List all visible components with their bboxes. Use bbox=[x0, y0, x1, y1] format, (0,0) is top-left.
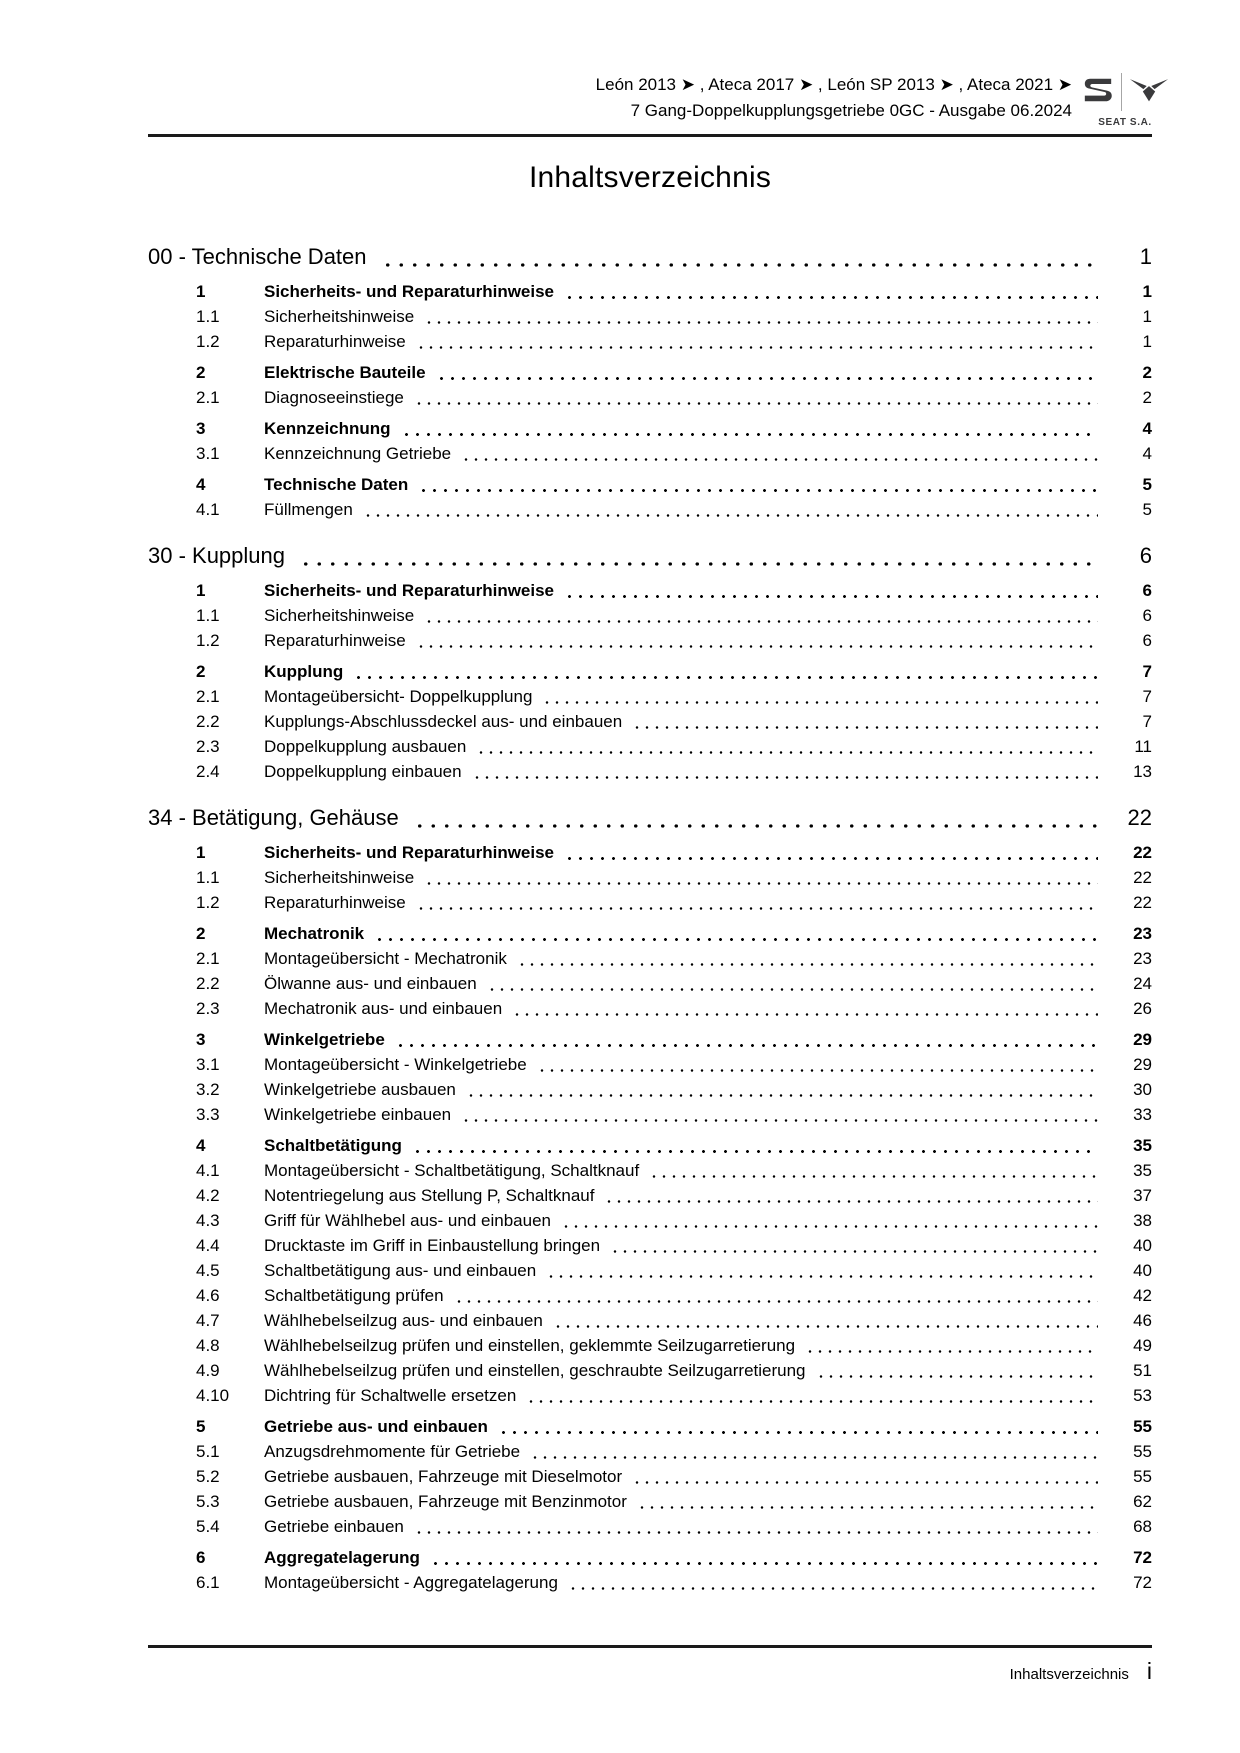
entry-title: Doppelkupplung einbauen bbox=[264, 762, 462, 781]
entry-title: Kennzeichnung bbox=[264, 419, 391, 438]
entry-number: 2.4 bbox=[196, 762, 220, 781]
entry-number: 3 bbox=[196, 419, 206, 438]
entry-number: 5.4 bbox=[196, 1517, 220, 1536]
entry-title: Sicherheitshinweise bbox=[264, 868, 415, 887]
entry-page-number: 40 bbox=[1133, 1261, 1152, 1280]
toc-entry bbox=[148, 1414, 1152, 1439]
dot-leader bbox=[454, 1300, 1098, 1303]
entry-page-number: 55 bbox=[1133, 1442, 1152, 1461]
entry-page-number: 5 bbox=[1142, 475, 1152, 494]
toc-entry bbox=[148, 1570, 1152, 1595]
dot-leader bbox=[418, 489, 1098, 492]
dot-leader bbox=[416, 907, 1098, 910]
dot-leader bbox=[637, 1506, 1098, 1509]
entry-page-number: 55 bbox=[1133, 1417, 1152, 1436]
toc-entry bbox=[148, 1464, 1152, 1489]
entry-page-number: 49 bbox=[1133, 1336, 1152, 1355]
section-page-number: 1 bbox=[1139, 244, 1152, 269]
entry-page-number: 72 bbox=[1133, 1573, 1152, 1592]
entry-title: Schaltbetätigung bbox=[264, 1136, 402, 1155]
entry-number: 2.1 bbox=[196, 949, 220, 968]
entry-title: Getriebe einbauen bbox=[264, 1517, 404, 1536]
entry-page-number: 38 bbox=[1133, 1211, 1152, 1230]
entry-title: Dichtring für Schaltwelle ersetzen bbox=[264, 1386, 517, 1405]
entry-number: 2.1 bbox=[196, 687, 220, 706]
entry-title: Reparaturhinweise bbox=[264, 631, 406, 650]
entry-title: Sicherheits- und Reparaturhinweise bbox=[264, 843, 555, 862]
dot-leader bbox=[564, 857, 1098, 860]
toc-section-header-34 bbox=[148, 802, 1152, 834]
entry-page-number: 23 bbox=[1133, 924, 1152, 943]
entry-title: Montageübersicht - Mechatronik bbox=[264, 949, 507, 968]
entry-page-number: 5 bbox=[1142, 500, 1152, 519]
dot-leader bbox=[381, 263, 1098, 267]
entry-number: 1.1 bbox=[196, 606, 220, 625]
entry-number: 3.3 bbox=[196, 1105, 220, 1124]
entry-page-number: 6 bbox=[1142, 581, 1152, 600]
entry-page-number: 13 bbox=[1133, 762, 1152, 781]
entry-number: 3.1 bbox=[196, 444, 220, 463]
entry-title: Reparaturhinweise bbox=[264, 332, 406, 351]
entry-title: Ölwanne aus- und einbauen bbox=[264, 974, 477, 993]
dot-leader bbox=[537, 1069, 1098, 1072]
dot-leader bbox=[414, 1531, 1098, 1534]
entry-title: Drucktaste im Griff in Einbaustellung bringen bbox=[264, 1236, 601, 1255]
entry-page-number: 35 bbox=[1133, 1136, 1152, 1155]
entry-number: 4.8 bbox=[196, 1336, 220, 1355]
entry-title: Wählhebelseilzug aus- und einbauen bbox=[264, 1311, 543, 1330]
entry-title: Notentriegelung aus Stellung P, Schaltknauf bbox=[264, 1186, 595, 1205]
entry-title: Schaltbetätigung aus- und einbauen bbox=[264, 1261, 537, 1280]
toc-entry bbox=[148, 1439, 1152, 1464]
entry-number: 4.5 bbox=[196, 1261, 220, 1280]
dot-leader bbox=[363, 514, 1098, 517]
entry-title: Füllmengen bbox=[264, 500, 353, 519]
dot-leader bbox=[416, 346, 1098, 349]
entry-page-number: 68 bbox=[1133, 1517, 1152, 1536]
header-text-block bbox=[596, 70, 1072, 124]
entry-title: Kupplung bbox=[264, 662, 344, 681]
dot-leader bbox=[424, 882, 1098, 885]
footer-page-number: i bbox=[1146, 1658, 1152, 1684]
entry-title: Winkelgetriebe bbox=[264, 1030, 385, 1049]
entry-page-number: 6 bbox=[1142, 606, 1152, 625]
table-of-contents bbox=[148, 241, 1152, 1595]
toc-entry bbox=[148, 304, 1152, 329]
dot-leader bbox=[412, 1150, 1098, 1153]
toc-entry bbox=[148, 734, 1152, 759]
logo-divider bbox=[1121, 73, 1122, 111]
entry-title: Mechatronik bbox=[264, 924, 365, 943]
entry-number: 1.2 bbox=[196, 631, 220, 650]
entry-page-number: 11 bbox=[1134, 737, 1152, 756]
cupra-logo-icon bbox=[1129, 77, 1169, 108]
entry-number: 4.1 bbox=[196, 1161, 220, 1180]
toc-entry bbox=[148, 1489, 1152, 1514]
entry-number: 2 bbox=[196, 363, 206, 382]
dot-leader bbox=[546, 1275, 1098, 1278]
dot-leader bbox=[632, 1481, 1098, 1484]
entry-number: 2 bbox=[196, 924, 206, 943]
toc-entry bbox=[148, 578, 1152, 603]
entry-title: Getriebe ausbauen, Fahrzeuge mit Benzinmotor bbox=[264, 1492, 627, 1511]
dot-leader bbox=[517, 963, 1098, 966]
entry-title: Wählhebelseilzug prüfen und einstellen, geschraubte Seilzugarretierung bbox=[264, 1361, 806, 1380]
toc-entry bbox=[148, 360, 1152, 385]
brand-logos-row bbox=[1082, 70, 1169, 114]
entry-page-number: 1 bbox=[1142, 332, 1152, 351]
dot-leader bbox=[564, 296, 1098, 299]
dot-leader bbox=[564, 595, 1098, 598]
toc-section-header-30 bbox=[148, 540, 1152, 572]
section-page-number: 22 bbox=[1127, 805, 1152, 830]
entry-title: Technische Daten bbox=[264, 475, 409, 494]
entry-number: 3.2 bbox=[196, 1080, 220, 1099]
entry-page-number: 22 bbox=[1133, 893, 1152, 912]
dot-leader bbox=[604, 1200, 1098, 1203]
toc-entry bbox=[148, 996, 1152, 1021]
entry-title: Sicherheits- und Reparaturhinweise bbox=[264, 282, 555, 301]
section-title: 34 - Betätigung, Gehäuse bbox=[148, 805, 399, 830]
header-rule bbox=[148, 134, 1152, 137]
entry-page-number: 6 bbox=[1142, 631, 1152, 650]
toc-entry bbox=[148, 1052, 1152, 1077]
dot-leader bbox=[610, 1250, 1098, 1253]
entry-number: 2.3 bbox=[196, 999, 220, 1018]
entry-number: 1.2 bbox=[196, 332, 220, 351]
entry-number: 4.2 bbox=[196, 1186, 220, 1205]
entry-page-number: 4 bbox=[1142, 444, 1152, 463]
entry-title: Getriebe ausbauen, Fahrzeuge mit Dieselmotor bbox=[264, 1467, 623, 1486]
toc-entry bbox=[148, 1333, 1152, 1358]
entry-page-number: 22 bbox=[1133, 843, 1152, 862]
footer-rule bbox=[148, 1645, 1152, 1648]
entry-number: 1 bbox=[196, 581, 206, 600]
toc-entry bbox=[148, 659, 1152, 684]
entry-number: 1.1 bbox=[196, 868, 220, 887]
seat-logo-icon bbox=[1082, 74, 1114, 111]
toc-entry bbox=[148, 416, 1152, 441]
entry-page-number: 62 bbox=[1133, 1492, 1152, 1511]
entry-title: Schaltbetätigung prüfen bbox=[264, 1286, 444, 1305]
dot-leader bbox=[649, 1175, 1098, 1178]
toc-entry bbox=[148, 1358, 1152, 1383]
toc-entry bbox=[148, 759, 1152, 784]
entry-number: 2.3 bbox=[196, 737, 220, 756]
section-title: 00 - Technische Daten bbox=[148, 244, 367, 269]
dot-leader bbox=[430, 1562, 1098, 1565]
dot-leader bbox=[353, 676, 1098, 679]
entry-title: Kupplungs-Abschlussdeckel aus- und einbauen bbox=[264, 712, 623, 731]
entry-number: 4.10 bbox=[196, 1386, 230, 1405]
entry-title: Sicherheitshinweise bbox=[264, 307, 415, 326]
entry-page-number: 35 bbox=[1133, 1161, 1152, 1180]
entry-number: 2.2 bbox=[196, 974, 220, 993]
toc-entry bbox=[148, 329, 1152, 354]
dot-leader bbox=[632, 726, 1098, 729]
entry-title: Getriebe aus- und einbauen bbox=[264, 1417, 488, 1436]
toc-entry bbox=[148, 1545, 1152, 1570]
dot-leader bbox=[424, 620, 1098, 623]
entry-number: 1 bbox=[196, 282, 206, 301]
entry-number: 1 bbox=[196, 843, 206, 862]
toc-entry bbox=[148, 603, 1152, 628]
page-header bbox=[148, 70, 1166, 128]
entry-page-number: 53 bbox=[1133, 1386, 1152, 1405]
toc-entry bbox=[148, 1027, 1152, 1052]
entry-page-number: 29 bbox=[1133, 1055, 1152, 1074]
entry-page-number: 40 bbox=[1133, 1236, 1152, 1255]
toc-entry bbox=[148, 497, 1152, 522]
entry-number: 4.1 bbox=[196, 500, 220, 519]
entry-title: Sicherheitshinweise bbox=[264, 606, 415, 625]
dot-leader bbox=[542, 701, 1098, 704]
dot-leader bbox=[401, 433, 1098, 436]
entry-title: Mechatronik aus- und einbauen bbox=[264, 999, 503, 1018]
entry-title: Diagnoseeinstiege bbox=[264, 388, 404, 407]
page-title: Inhaltsverzeichnis bbox=[528, 161, 772, 194]
toc-entry bbox=[148, 472, 1152, 497]
entry-title: Kennzeichnung Getriebe bbox=[264, 444, 452, 463]
dot-leader bbox=[561, 1225, 1098, 1228]
entry-page-number: 29 bbox=[1133, 1030, 1152, 1049]
entry-page-number: 30 bbox=[1133, 1080, 1152, 1099]
entry-title: Anzugsdrehmomente für Getriebe bbox=[264, 1442, 521, 1461]
toc-entry bbox=[148, 1183, 1152, 1208]
entry-title: Winkelgetriebe ausbauen bbox=[264, 1080, 456, 1099]
toc-entry bbox=[148, 1158, 1152, 1183]
entry-page-number: 46 bbox=[1133, 1311, 1152, 1330]
entry-title: Montageübersicht- Doppelkupplung bbox=[264, 687, 533, 706]
entry-number: 5.3 bbox=[196, 1492, 220, 1511]
dot-leader bbox=[416, 645, 1098, 648]
entry-page-number: 55 bbox=[1133, 1467, 1152, 1486]
entry-page-number: 72 bbox=[1133, 1548, 1152, 1567]
dot-leader bbox=[374, 938, 1098, 941]
entry-title: Griff für Wählhebel aus- und einbauen bbox=[264, 1211, 551, 1230]
entry-title: Montageübersicht - Aggregatelagerung bbox=[264, 1573, 558, 1592]
dot-leader bbox=[512, 1013, 1098, 1016]
entry-number: 4.7 bbox=[196, 1311, 220, 1330]
dot-leader bbox=[472, 776, 1098, 779]
entry-page-number: 7 bbox=[1142, 662, 1152, 681]
entry-page-number: 1 bbox=[1142, 307, 1152, 326]
toc-entry bbox=[148, 279, 1152, 304]
toc-entry bbox=[148, 628, 1152, 653]
toc-entry bbox=[148, 971, 1152, 996]
entry-title: Elektrische Bauteile bbox=[264, 363, 426, 382]
toc-entry bbox=[148, 385, 1152, 410]
entry-title: Reparaturhinweise bbox=[264, 893, 406, 912]
dot-leader bbox=[413, 824, 1098, 828]
entry-title: Wählhebelseilzug prüfen und einstellen, geklemmte Seilzugarretierung bbox=[264, 1336, 796, 1355]
entry-number: 5.2 bbox=[196, 1467, 220, 1486]
toc-entry bbox=[148, 1383, 1152, 1408]
toc-entry bbox=[148, 1102, 1152, 1127]
entry-page-number: 33 bbox=[1133, 1105, 1152, 1124]
company-name: SEAT S.A. bbox=[1098, 117, 1152, 128]
toc-entry bbox=[148, 1514, 1152, 1539]
toc-entry bbox=[148, 1077, 1152, 1102]
toc-entry bbox=[148, 865, 1152, 890]
toc-entry bbox=[148, 946, 1152, 971]
toc-entry bbox=[148, 921, 1152, 946]
entry-title: Sicherheits- und Reparaturhinweise bbox=[264, 581, 555, 600]
dot-leader bbox=[395, 1044, 1098, 1047]
dot-leader bbox=[424, 321, 1098, 324]
entry-number: 1.1 bbox=[196, 307, 220, 326]
entry-page-number: 2 bbox=[1142, 363, 1152, 382]
entry-title: Doppelkupplung ausbauen bbox=[264, 737, 467, 756]
toc-entry bbox=[148, 1133, 1152, 1158]
entry-page-number: 1 bbox=[1142, 282, 1152, 301]
dot-leader bbox=[299, 562, 1098, 566]
entry-page-number: 7 bbox=[1142, 687, 1152, 706]
dot-leader bbox=[805, 1350, 1098, 1353]
entry-number: 4.9 bbox=[196, 1361, 220, 1380]
entry-page-number: 42 bbox=[1133, 1286, 1152, 1305]
entry-number: 4.3 bbox=[196, 1211, 220, 1230]
dot-leader bbox=[526, 1400, 1098, 1403]
dot-leader bbox=[436, 377, 1098, 380]
toc-entry bbox=[148, 1208, 1152, 1233]
entry-page-number: 37 bbox=[1133, 1186, 1152, 1205]
toc-entry bbox=[148, 840, 1152, 865]
toc-entry bbox=[148, 441, 1152, 466]
entry-title: Montageübersicht - Winkelgetriebe bbox=[264, 1055, 527, 1074]
entry-number: 4.6 bbox=[196, 1286, 220, 1305]
header-subtitle-line: 7 Gang-Doppelkupplungsgetriebe 0GC - Ausgabe 06.2024 bbox=[630, 101, 1072, 120]
dot-leader bbox=[466, 1094, 1098, 1097]
dot-leader bbox=[476, 751, 1098, 754]
toc-entry bbox=[148, 709, 1152, 734]
page-footer bbox=[1010, 1658, 1152, 1684]
dot-leader bbox=[461, 1119, 1098, 1122]
section-title: 30 - Kupplung bbox=[148, 543, 285, 568]
entry-number: 3 bbox=[196, 1030, 206, 1049]
entry-page-number: 26 bbox=[1133, 999, 1152, 1018]
toc-entry bbox=[148, 1233, 1152, 1258]
toc-entry bbox=[148, 684, 1152, 709]
entry-title: Montageübersicht - Schaltbetätigung, Schaltknauf bbox=[264, 1161, 640, 1180]
entry-number: 5.1 bbox=[196, 1442, 220, 1461]
entry-title: Aggregatelagerung bbox=[264, 1548, 420, 1567]
entry-page-number: 51 bbox=[1133, 1361, 1152, 1380]
entry-title: Winkelgetriebe einbauen bbox=[264, 1105, 452, 1124]
dot-leader bbox=[816, 1375, 1098, 1378]
dot-leader bbox=[461, 458, 1098, 461]
entry-number: 2.1 bbox=[196, 388, 220, 407]
entry-number: 2.2 bbox=[196, 712, 220, 731]
entry-number: 5 bbox=[196, 1417, 206, 1436]
footer-label: Inhaltsverzeichnis bbox=[1009, 1666, 1129, 1683]
entry-page-number: 2 bbox=[1142, 388, 1152, 407]
entry-page-number: 22 bbox=[1133, 868, 1152, 887]
entry-number: 2 bbox=[196, 662, 206, 681]
dot-leader bbox=[530, 1456, 1098, 1459]
entry-number: 3.1 bbox=[196, 1055, 220, 1074]
toc-entry bbox=[148, 1308, 1152, 1333]
toc-entry bbox=[148, 1258, 1152, 1283]
entry-page-number: 24 bbox=[1133, 974, 1152, 993]
dot-leader bbox=[414, 402, 1098, 405]
toc-section-header-00 bbox=[148, 241, 1152, 273]
entry-number: 1.2 bbox=[196, 893, 220, 912]
dot-leader bbox=[568, 1587, 1098, 1590]
entry-number: 6.1 bbox=[196, 1573, 220, 1592]
entry-number: 4 bbox=[196, 1136, 206, 1155]
dot-leader bbox=[553, 1325, 1098, 1328]
dot-leader bbox=[487, 988, 1098, 991]
toc-entry bbox=[148, 1283, 1152, 1308]
entry-number: 4 bbox=[196, 475, 206, 494]
header-models-line: León 2013 ➤ , Ateca 2017 ➤ , León SP 2013 ➤ , Ateca 2021 ➤ bbox=[595, 75, 1072, 94]
entry-number: 4.4 bbox=[196, 1236, 220, 1255]
dot-leader bbox=[498, 1431, 1098, 1434]
entry-number: 6 bbox=[196, 1548, 206, 1567]
brand-logo-block bbox=[1084, 70, 1166, 128]
section-page-number: 6 bbox=[1139, 543, 1152, 568]
entry-page-number: 4 bbox=[1142, 419, 1152, 438]
toc-entry bbox=[148, 890, 1152, 915]
entry-page-number: 23 bbox=[1133, 949, 1152, 968]
entry-page-number: 7 bbox=[1142, 712, 1152, 731]
